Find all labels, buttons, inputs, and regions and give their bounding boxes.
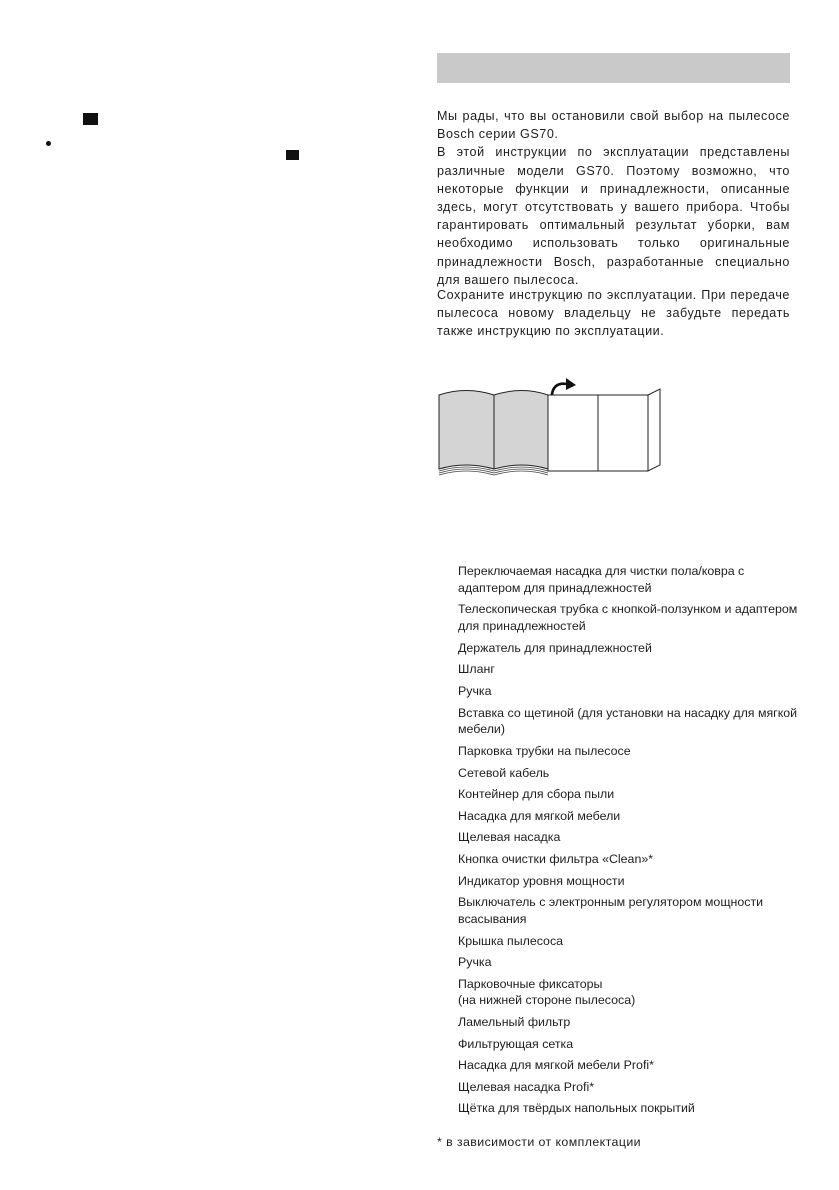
parts-list-item: Выключатель с электронным регулятором мощности всасывания <box>458 895 764 926</box>
parts-list-item: Крышка пылесоса <box>458 933 564 948</box>
parts-list-item: Кнопка очистки фильтра «Clean»* <box>458 851 654 866</box>
storage-paragraph <box>437 286 790 341</box>
parts-list-item: Щелевая насадка <box>458 830 561 845</box>
parts-list-item: Насадка для мягкой мебели <box>458 808 621 823</box>
foldout-panel-1 <box>548 395 598 471</box>
paragraph-line: Сохраните инструкцию по эксплуатации. При передаче пылесоса новому владельцу не забудьте передать также инструкцию по эксплуатации. <box>437 288 790 339</box>
parts-list-item: Щётка для твёрдых напольных покрытий <box>458 1101 695 1116</box>
parts-list-item: Щелевая насадка Profi* <box>458 1079 595 1094</box>
parts-list-item: Фильтрующая сетка <box>458 1036 574 1051</box>
foldout-page-diagram <box>436 377 664 479</box>
paragraph-line: В этой инструкции по эксплуатации представлены различные модели GS70. Поэтому возможно, что некоторые функции и принадлежности, описанные здесь, могут отсутствовать у вашего прибора. Чтобы гарантировать оптимальный результат уборки, вам необходимо использовать только оригинальные принадлежности Bosch, разработанные специально для вашего пылесоса. <box>437 145 790 287</box>
bullet-dot <box>46 141 51 146</box>
unfold-arrow-icon <box>552 384 567 394</box>
parts-list-item: Ручка <box>458 955 492 970</box>
unfold-arrow-head <box>566 378 576 390</box>
parts-list-item: Сетевой кабель <box>458 765 550 780</box>
parts-list-item: Индикатор уровня мощности <box>458 873 625 888</box>
parts-list-item: Телескопическая трубка с кнопкой-ползунком и адаптером для принадлежностей <box>458 602 798 634</box>
footnote: * в зависимости от комплектации <box>437 1135 641 1149</box>
parts-list-item: Ручка <box>458 683 492 698</box>
parts-list-item: Держатель для принадлежностей <box>458 640 652 655</box>
parts-list-item: Парковочные фиксаторы (на нижней стороне пылесоса) <box>458 976 636 1008</box>
foldout-panel-3 <box>648 389 660 471</box>
section-header-bar <box>437 53 790 83</box>
parts-list-item: Вставка со щетиной (для установки на насадку для мягкой мебели) <box>458 705 798 737</box>
parts-list <box>458 563 798 1122</box>
black-square-marker-small <box>286 150 299 160</box>
parts-list-item: Переключаемая насадка для чистки пола/ковра с адаптером для принадлежностей <box>458 564 745 595</box>
foldout-panel-2 <box>598 395 648 471</box>
parts-list-item: Парковка трубки на пылесосе <box>458 743 631 758</box>
intro-paragraph <box>437 107 790 289</box>
parts-list-item: Насадка для мягкой мебели Profi* <box>458 1058 654 1073</box>
booklet-left-page <box>439 391 494 470</box>
parts-list-item: Ламельный фильтр <box>458 1015 571 1030</box>
parts-list-item: Шланг <box>458 662 495 677</box>
parts-list-item: Контейнер для сбора пыли <box>458 787 615 802</box>
booklet-right-page <box>494 391 548 470</box>
paragraph-line: Мы рады, что вы остановили свой выбор на пылесосе Bosch серии GS70. <box>437 109 790 142</box>
black-square-marker <box>83 113 98 125</box>
